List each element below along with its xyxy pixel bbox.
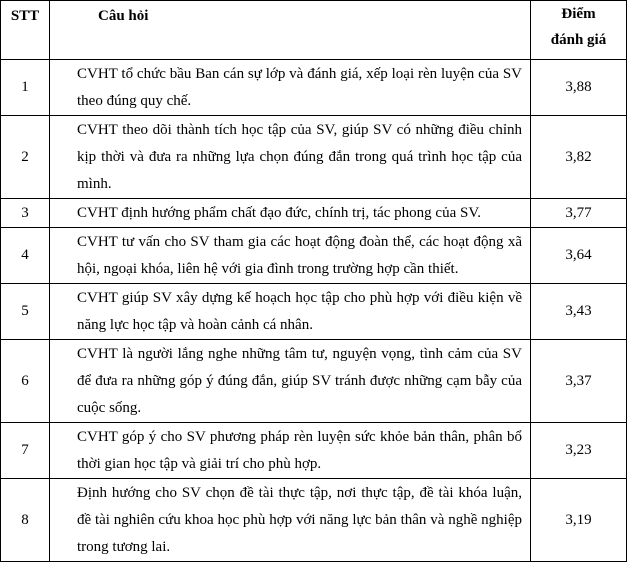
row-question: CVHT định hướng phẩm chất đạo đức, chính trị, tác phong của SV. — [50, 199, 531, 228]
row-score: 3,23 — [531, 423, 627, 479]
row-stt: 4 — [1, 228, 50, 284]
row-score: 3,88 — [531, 60, 627, 116]
row-stt: 5 — [1, 284, 50, 340]
row-score: 3,77 — [531, 199, 627, 228]
header-stt: STT — [1, 1, 50, 60]
row-stt: 1 — [1, 60, 50, 116]
row-question: CVHT giúp SV xây dựng kế hoạch học tập cho phù hợp với điều kiện về năng lực học tập và hoàn cảnh cá nhân. — [50, 284, 531, 340]
row-score: 3,19 — [531, 479, 627, 562]
table-row — [1, 199, 627, 228]
table-row — [1, 60, 627, 116]
row-stt: 7 — [1, 423, 50, 479]
table-row — [1, 479, 627, 562]
row-question: Định hướng cho SV chọn đề tài thực tập, nơi thực tập, đề tài khóa luận, đề tài nghiên cứu khoa học phù hợp với năng lực bản thân và nghề nghiệp trong tương lai. — [50, 479, 531, 562]
table-row — [1, 228, 627, 284]
header-score — [531, 1, 627, 60]
row-stt: 8 — [1, 479, 50, 562]
row-stt: 2 — [1, 116, 50, 199]
row-score: 3,64 — [531, 228, 627, 284]
row-score: 3,43 — [531, 284, 627, 340]
row-question: CVHT theo dõi thành tích học tập của SV, giúp SV có những điều chỉnh kịp thời và đưa ra những lựa chọn đúng đắn trong quá trình học tập của mình. — [50, 116, 531, 199]
row-question: CVHT tổ chức bầu Ban cán sự lớp và đánh giá, xếp loại rèn luyện của SV theo đúng quy chế. — [50, 60, 531, 116]
row-question: CVHT là người lắng nghe những tâm tư, nguyện vọng, tình cảm của SV để đưa ra những góp ý đúng đắn, giúp SV tránh được những cạm bẫy của cuộc sống. — [50, 340, 531, 423]
row-stt: 3 — [1, 199, 50, 228]
header-score-line1: Điểm — [561, 6, 596, 22]
table-row — [1, 423, 627, 479]
table-row — [1, 116, 627, 199]
row-score: 3,82 — [531, 116, 627, 199]
header-score-line2: đánh giá — [550, 32, 607, 48]
row-question: CVHT tư vấn cho SV tham gia các hoạt động đoàn thể, các hoạt động xã hội, ngoại khóa, liên hệ với gia đình trong trường hợp cần thiết. — [50, 228, 531, 284]
row-question: CVHT góp ý cho SV phương pháp rèn luyện sức khỏe bản thân, phân bổ thời gian học tập và giải trí cho phù hợp. — [50, 423, 531, 479]
header-row — [1, 1, 627, 60]
row-score: 3,37 — [531, 340, 627, 423]
header-question: Câu hỏi — [50, 1, 531, 60]
table-row — [1, 340, 627, 423]
table-row — [1, 284, 627, 340]
row-stt: 6 — [1, 340, 50, 423]
